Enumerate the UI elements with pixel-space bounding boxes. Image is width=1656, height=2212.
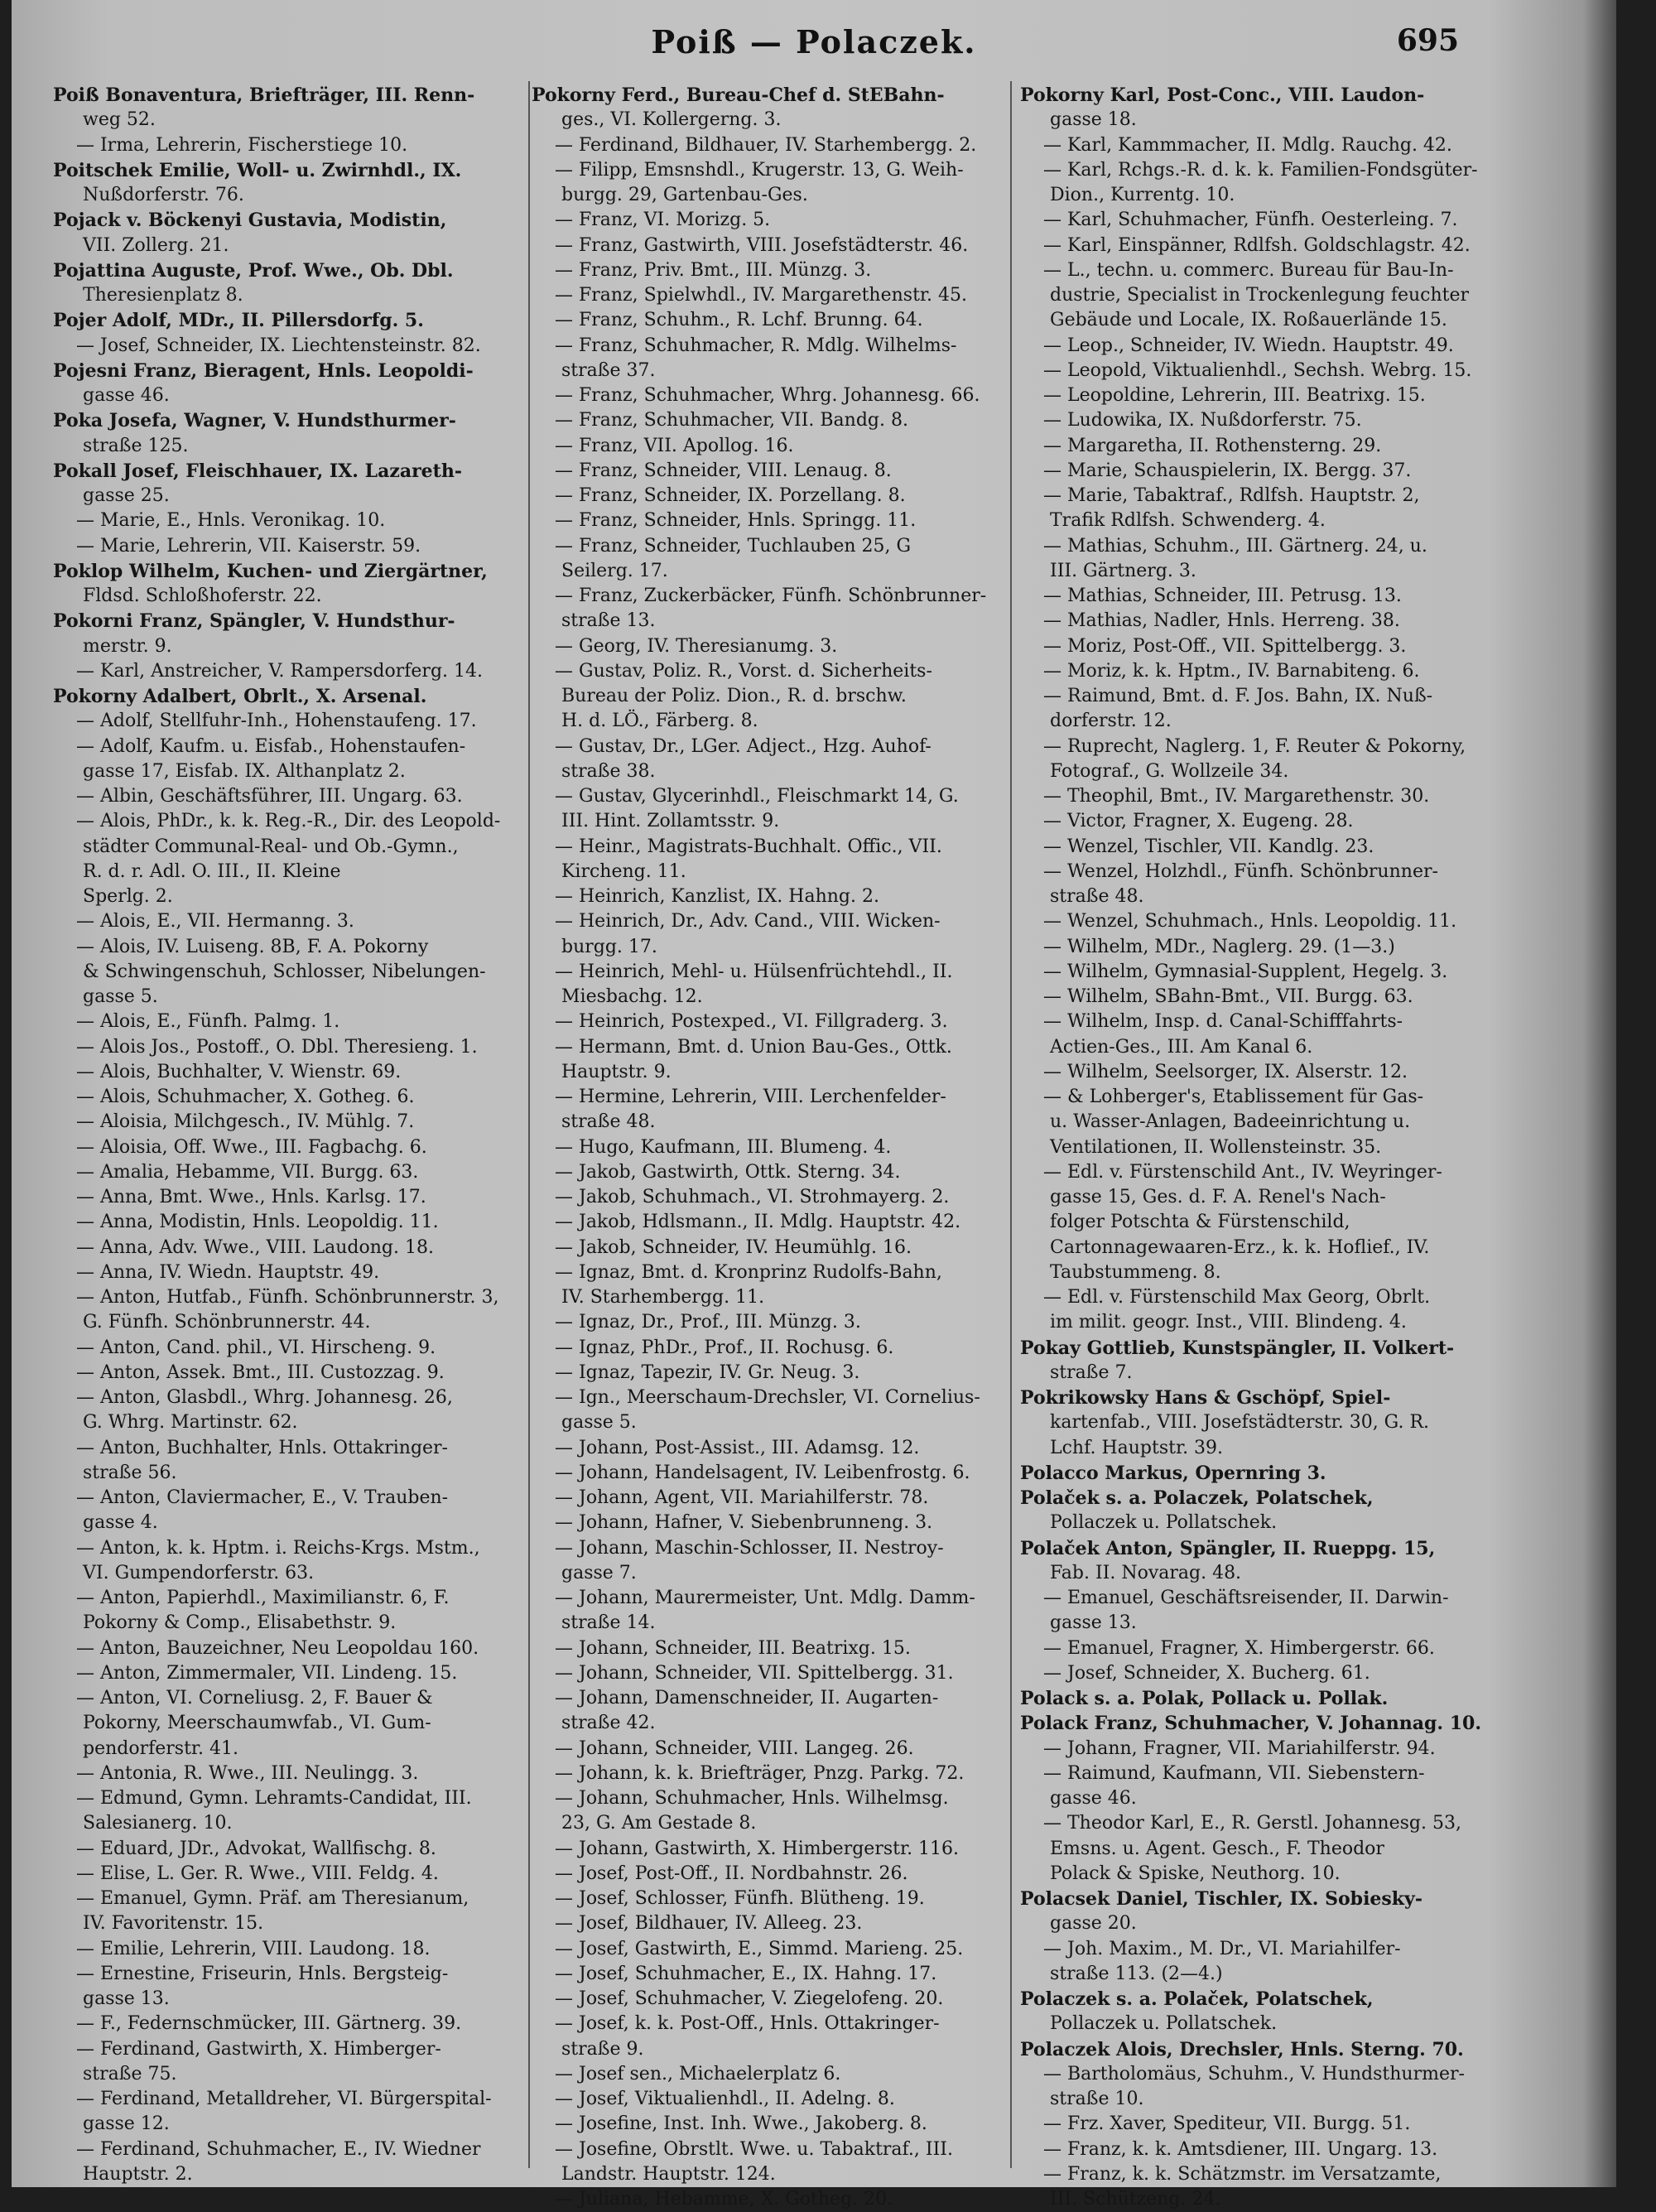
entry-heading-line: Pokorny Karl, Post-Conc., VIII. Laudon-: [1020, 84, 1425, 106]
entry-line: straße 13.: [561, 610, 656, 632]
entry-line: — Hermann, Bmt. d. Union Bau-Ges., Ottk.: [555, 1036, 952, 1058]
entry-line: — Franz, Schneider, Hnls. Springg. 11.: [555, 510, 917, 532]
entry-line: burgg. 29, Gartenbau-Ges.: [561, 185, 808, 205]
entry-line: — L., techn. u. commerc. Bureau für Bau-In-: [1043, 259, 1454, 281]
entry-line: straße 48.: [561, 1111, 656, 1133]
entry-line: — Leopold, Viktualienhdl., Sechsh. Webrg. 15.: [1043, 359, 1472, 381]
entry-line: — Alois, PhDr., k. k. Reg.-R., Dir. des Leopold-: [76, 811, 501, 832]
entry-line: — Johann, Post-Assist., III. Adamsg. 12.: [555, 1437, 920, 1458]
entry-line: — Anton, Cand. phil., VI. Hirscheng. 9.: [76, 1337, 436, 1358]
entry-line: IV. Starhembergg. 11.: [561, 1287, 765, 1308]
entry-line: — Johann, Schneider, VII. Spittelbergg. 31.: [555, 1662, 954, 1684]
entry-line: — Franz, Schneider, VIII. Lenaug. 8.: [555, 460, 892, 481]
entry-line: straße 56.: [83, 1462, 177, 1483]
entry-line: — Anton, Buchhalter, Hnls. Ottakringer-: [76, 1437, 448, 1458]
entry-line: — Johann, Agent, VII. Mariahilferstr. 78.: [555, 1487, 929, 1508]
entry-line: — Josef, Bildhauer, IV. Alleeg. 23.: [555, 1913, 863, 1935]
entry-line: VII. Zollerg. 21.: [83, 234, 229, 256]
entry-line: — Hermine, Lehrerin, VIII. Lerchenfelder-: [555, 1087, 946, 1107]
entry-line: — Wilhelm, Insp. d. Canal-Schifffahrts-: [1043, 1011, 1403, 1033]
entry-line: Polack & Spiske, Neuthorg. 10.: [1050, 1863, 1341, 1884]
entry-line: — Josef, Schneider, IX. Liechtensteinstr. 82.: [76, 335, 481, 356]
entry-heading-line: Pojack v. Böckenyi Gustavia, Modistin,: [53, 210, 447, 232]
entry-line: R. d. r. Adl. O. III., II. Kleine: [83, 860, 341, 882]
entry-line: — Irma, Lehrerin, Fischerstiege 10.: [76, 134, 408, 156]
entry-heading-line: Poiß Bonaventura, Briefträger, III. Renn-: [53, 84, 475, 106]
entry-line: — Wenzel, Schuhmach., Hnls. Leopoldig. 11.: [1043, 911, 1457, 933]
entry-line: — Margaretha, II. Rothensterng. 29.: [1043, 435, 1382, 456]
entry-line: — Frz. Xaver, Spediteur, VII. Burgg. 51.: [1043, 2113, 1411, 2135]
entry-line: — Josef, Schuhmacher, V. Ziegelofeng. 20.: [555, 1988, 944, 2009]
directory-page: [12, 0, 1616, 2210]
entry-line: — Franz, Priv. Bmt., III. Münzg. 3.: [555, 259, 872, 281]
entry-line: Pollaczek u. Pollatschek.: [1050, 2013, 1278, 2035]
entry-line: straße 7.: [1050, 1361, 1133, 1383]
entry-line: & Schwingenschuh, Schlosser, Nibelungen-: [83, 961, 486, 982]
entry-line: — Heinr., Magistrats-Buchhalt. Offic., VII.: [555, 836, 942, 857]
entry-line: gasse 13.: [83, 1988, 170, 2009]
entry-line: — Wilhelm, SBahn-Bmt., VII. Burgg. 63.: [1043, 986, 1413, 1007]
entry-heading-line: Polaczek Alois, Drechsler, Hnls. Sterng. 70.: [1020, 2038, 1464, 2060]
entry-line: — Johann, Hafner, V. Siebenbrunneng. 3.: [555, 1512, 933, 1534]
entry-line: Hauptstr. 9.: [561, 1061, 672, 1082]
entry-line: gasse 5.: [561, 1412, 637, 1434]
entry-line: — Wilhelm, Seelsorger, IX. Alserstr. 12.: [1043, 1061, 1408, 1082]
entry-line: — Johann, k. k. Briefträger, Pnzg. Parkg. 72.: [555, 1762, 965, 1784]
entry-heading-line: Poklop Wilhelm, Kuchen- und Ziergärtner,: [53, 560, 488, 582]
entry-line: — Wenzel, Tischler, VII. Kandlg. 23.: [1043, 836, 1374, 857]
entry-heading-line: Polaček s. a. Polaczek, Polatschek,: [1020, 1487, 1374, 1509]
entry-line: — Ferdinand, Bildhauer, IV. Starhembergg. 2.: [555, 134, 977, 156]
entry-line: — Ferdinand, Schuhmacher, E., IV. Wiedner: [76, 2138, 481, 2160]
entry-line: — Aloisia, Off. Wwe., III. Fagbachg. 6.: [76, 1136, 427, 1158]
entry-line: straße 10.: [1050, 2089, 1144, 2109]
entry-line: — Ruprecht, Naglerg. 1, F. Reuter & Pokorny,: [1043, 735, 1466, 757]
entry-line: straße 37.: [561, 359, 656, 381]
entry-line: — Heinrich, Dr., Adv. Cand., VIII. Wicken-: [555, 911, 941, 933]
entry-line: gasse 25.: [83, 485, 170, 506]
entry-line: burgg. 17.: [561, 936, 657, 957]
entry-line: — Johann, Fragner, VII. Mariahilferstr. 94.: [1043, 1737, 1436, 1759]
entry-line: — Anton, Assek. Bmt., III. Custozzag. 9.: [76, 1361, 445, 1383]
entry-heading-line: Polacsek Daniel, Tischler, IX. Sobiesky-: [1020, 1888, 1423, 1910]
entry-line: G. Fünfh. Schönbrunnerstr. 44.: [83, 1312, 371, 1333]
entry-line: — Gustav, Dr., LGer. Adject., Hzg. Auhof-: [555, 735, 932, 757]
entry-line: u. Wasser-Anlagen, Badeeinrichtung u.: [1050, 1111, 1411, 1133]
entry-line: — Franz, Schneider, IX. Porzellang. 8.: [555, 485, 906, 506]
entry-line: gasse 7.: [561, 1562, 637, 1583]
entry-line: — Moriz, k. k. Hptm., IV. Barnabiteng. 6.: [1043, 660, 1420, 682]
entry-line: — Franz, Gastwirth, VIII. Josefstädterstr. 46.: [555, 234, 969, 256]
entry-line: Gebäude und Locale, IX. Roßauerlände 15.: [1050, 310, 1447, 331]
entry-line: — Josef, Gastwirth, E., Simmd. Marieng. 25.: [555, 1938, 964, 1959]
entry-line: — Jakob, Schneider, IV. Heumühlg. 16.: [555, 1236, 912, 1258]
entry-line: — Marie, Schauspielerin, IX. Bergg. 37.: [1043, 460, 1412, 481]
entry-line: — Franz, Schuhmacher, VII. Bandg. 8.: [555, 410, 908, 431]
entry-line: — Gustav, Glycerinhdl., Fleischmarkt 14, G.: [555, 786, 959, 807]
entry-line: — Franz, VI. Morizg. 5.: [555, 210, 771, 231]
column-divider: [1010, 81, 1012, 2168]
entry-line: Seilerg. 17.: [561, 560, 668, 581]
entry-line: — Emanuel, Gymn. Präf. am Theresianum,: [76, 1888, 469, 1909]
entry-line: — Albin, Geschäftsführer, III. Ungarg. 63.: [76, 786, 463, 807]
entry-line: — Josefine, Inst. Inh. Wwe., Jakoberg. 8.: [555, 2113, 927, 2135]
entry-line: — Leopoldine, Lehrerin, III. Beatrixg. 15.: [1043, 385, 1426, 406]
entry-line: — Anton, Papierhdl., Maximilianstr. 6, F.: [76, 1588, 450, 1608]
entry-line: — Karl, Einspänner, Rdlfsh. Goldschlagstr. 42.: [1043, 234, 1471, 256]
entry-line: 23, G. Am Gestade 8.: [561, 1813, 757, 1834]
entry-line: — Johann, Gastwirth, X. Himbergerstr. 116.: [555, 1838, 960, 1859]
entry-line: ges., VI. Kollergerng. 3.: [561, 109, 782, 131]
entry-line: — Theodor Karl, E., R. Gerstl. Johannesg. 53,: [1043, 1813, 1461, 1834]
entry-line: — Wilhelm, Gymnasial-Supplent, Hegelg. 3.: [1043, 961, 1448, 982]
entry-line: — Johann, Schneider, III. Beatrixg. 15.: [555, 1637, 911, 1659]
entry-heading-line: Pokorny Ferd., Bureau-Chef d. StEBahn-: [532, 84, 945, 106]
entry-line: — Moriz, Post-Off., VII. Spittelbergg. 3.: [1043, 635, 1407, 657]
entry-line: — Emanuel, Fragner, X. Himbergerstr. 66.: [1043, 1637, 1435, 1659]
entry-heading-line: Polaček Anton, Spängler, II. Rueppg. 15,: [1020, 1537, 1436, 1559]
entry-heading-line: Pojer Adolf, MDr., II. Pillersdorfg. 5.: [53, 310, 424, 332]
entry-line: — Ferdinand, Gastwirth, X. Himberger-: [76, 2038, 441, 2060]
entry-line: gasse 5.: [83, 986, 158, 1007]
entry-line: — Mathias, Schneider, III. Petrusg. 13.: [1043, 586, 1402, 606]
entry-line: — Leop., Schneider, IV. Wiedn. Hauptstr. 49.: [1043, 335, 1454, 356]
entry-line: — Ignaz, Dr., Prof., III. Münzg. 3.: [555, 1312, 861, 1333]
entry-line: — Anna, IV. Wiedn. Hauptstr. 49.: [76, 1261, 380, 1283]
entry-heading-line: Polacco Markus, Opernring 3.: [1020, 1462, 1326, 1484]
entry-line: — Anton, Bauzeichner, Neu Leopoldau 160.: [76, 1637, 479, 1659]
entry-heading-line: Polack s. a. Polak, Pollack u. Pollak.: [1020, 1688, 1389, 1709]
entry-line: — Jakob, Gastwirth, Ottk. Sterng. 34.: [555, 1161, 901, 1183]
entry-line: — Anton, VI. Corneliusg. 2, F. Bauer &: [76, 1688, 433, 1708]
column-divider: [528, 81, 530, 2168]
entry-line: — Anna, Modistin, Hnls. Leopoldig. 11.: [76, 1212, 439, 1233]
entry-line: — Edl. v. Fürstenschild Max Georg, Obrlt.: [1043, 1287, 1431, 1308]
entry-line: — Mathias, Nadler, Hnls. Herreng. 38.: [1043, 610, 1400, 632]
entry-line: — Franz, Zuckerbäcker, Fünfh. Schönbrunner-: [555, 586, 987, 606]
entry-line: gasse 46.: [83, 385, 170, 406]
entry-line: — Anna, Adv. Wwe., VIII. Laudong. 18.: [76, 1236, 434, 1258]
entry-line: Miesbachg. 12.: [561, 986, 703, 1007]
entry-line: — Theophil, Bmt., IV. Margarethenstr. 30.: [1043, 786, 1430, 807]
entry-line: Taubstummeng. 8.: [1050, 1261, 1221, 1283]
entry-line: — Karl, Anstreicher, V. Rampersdorferg. 14.: [76, 660, 484, 682]
entry-line: gasse 13.: [1050, 1612, 1137, 1634]
entry-line: — Franz, Schneider, Tuchlauben 25, G: [555, 535, 912, 557]
entry-heading-line: Pojesni Franz, Bieragent, Hnls. Leopoldi-: [53, 359, 474, 382]
entry-heading-line: Pokay Gottlieb, Kunstspängler, II. Volkert-: [1020, 1337, 1455, 1359]
entry-heading-line: Pokorni Franz, Spängler, V. Hundsthur-: [53, 610, 455, 633]
entry-line: straße 113. (2—4.): [1050, 1963, 1223, 1984]
entry-line: dorferstr. 12.: [1050, 711, 1172, 732]
entry-line: — Wilhelm, MDr., Naglerg. 29. (1—3.): [1043, 936, 1395, 957]
entry-line: — & Lohberger's, Etablissement für Gas-: [1043, 1087, 1424, 1107]
entry-line: — Mathias, Schuhm., III. Gärtnerg. 24, u.: [1043, 535, 1427, 557]
entry-heading-line: Pojattina Auguste, Prof. Wwe., Ob. Dbl.: [53, 259, 454, 282]
entry-line: — Elise, L. Ger. R. Wwe., VIII. Feldg. 4.: [76, 1863, 439, 1884]
entry-line: straße 75.: [83, 2063, 177, 2084]
entry-line: — Raimund, Bmt. d. F. Jos. Bahn, IX. Nuß-: [1043, 686, 1433, 706]
entry-line: — Franz, k. k. Amtsdiener, III. Ungarg. 13.: [1043, 2138, 1438, 2160]
entry-line: — Ignaz, Tapezir, IV. Gr. Neug. 3.: [555, 1361, 860, 1383]
entry-line: — Heinrich, Postexped., VI. Fillgraderg. 3.: [555, 1011, 948, 1033]
entry-line: — Joh. Maxim., M. Dr., VI. Mariahilfer-: [1043, 1938, 1401, 1959]
entry-line: — Adolf, Kaufm. u. Eisfab., Hohenstaufen-: [76, 735, 466, 757]
entry-line: — Edl. v. Fürstenschild Ant., IV. Weyringer-: [1043, 1161, 1442, 1183]
entry-line: Pokorny, Meerschaumwfab., VI. Gum-: [83, 1713, 431, 1734]
entry-line: straße 14.: [561, 1612, 656, 1634]
entry-line: — Karl, Rchgs.-R. d. k. k. Familien-Fondsgüter-: [1043, 159, 1478, 181]
entry-line: H. d. LÖ., Färberg. 8.: [561, 711, 758, 732]
entry-line: — Filipp, Emsnshdl., Krugerstr. 13, G. Weih-: [555, 159, 964, 181]
entry-line: — Franz, Schuhm., R. Lchf. Brunng. 64.: [555, 310, 923, 331]
entry-line: III. Hint. Zollamtsstr. 9.: [561, 811, 780, 832]
entry-line: — Alois, Buchhalter, V. Wienstr. 69.: [76, 1061, 402, 1082]
entry-line: straße 125.: [83, 435, 189, 456]
entry-line: G. Whrg. Martinstr. 62.: [83, 1412, 298, 1434]
entry-line: städter Communal-Real- und Ob.-Gymn.,: [83, 836, 459, 857]
entry-line: — Alois Jos., Postoff., O. Dbl. Theresieng. 1.: [76, 1036, 478, 1058]
entry-line: IV. Favoritenstr. 15.: [83, 1913, 264, 1935]
entry-line: Ventilationen, II. Wollensteinstr. 35.: [1050, 1136, 1382, 1158]
entry-line: — Ignaz, PhDr., Prof., II. Rochusg. 6.: [555, 1337, 894, 1358]
entry-heading-line: Poitschek Emilie, Woll- u. Zwirnhdl., IX.: [53, 159, 462, 181]
entry-line: — Emanuel, Geschäftsreisender, II. Darwin-: [1043, 1588, 1449, 1608]
entry-line: — Johann, Schneider, VIII. Langeg. 26.: [555, 1737, 914, 1759]
entry-line: — Johann, Handelsagent, IV. Leibenfrostg. 6.: [555, 1462, 970, 1483]
entry-line: — Josefine, Obrstlt. Wwe. u. Tabaktraf., III.: [555, 2138, 953, 2160]
entry-line: — Johann, Maschin-Schlosser, II. Nestroy-: [555, 1537, 944, 1559]
entry-line: folger Potschta & Fürstenschild,: [1050, 1212, 1350, 1233]
entry-line: — Anna, Bmt. Wwe., Hnls. Karlsg. 17.: [76, 1187, 426, 1207]
entry-line: — Heinrich, Mehl- u. Hülsenfrüchtehdl., II.: [555, 961, 953, 982]
entry-line: — Alois, E., VII. Hermanng. 3.: [76, 911, 354, 933]
entry-line: Lchf. Hauptstr. 39.: [1050, 1437, 1224, 1458]
entry-heading-line: Poka Josefa, Wagner, V. Hundsthurmer-: [53, 410, 456, 432]
entry-line: straße 42.: [561, 1713, 656, 1734]
entry-line: gasse 12.: [83, 2113, 170, 2135]
entry-line: — Franz, Schuhmacher, Whrg. Johannesg. 66.: [555, 385, 980, 406]
entry-line: — Josef, Schlosser, Fünfh. Blütheng. 19.: [555, 1888, 925, 1909]
entry-line: — Eduard, JDr., Advokat, Wallfischg. 8.: [76, 1838, 436, 1859]
entry-line: Sperlg. 2.: [83, 886, 173, 907]
column-1: [53, 83, 528, 2187]
entry-line: Dion., Kurrentg. 10.: [1050, 185, 1235, 205]
page-number: 695: [1396, 23, 1459, 58]
entry-line: — Alois, E., Fünfh. Palmg. 1.: [76, 1011, 340, 1033]
entry-line: Emsns. u. Agent. Gesch., F. Theodor: [1050, 1838, 1384, 1859]
entry-line: — Karl, Schuhmacher, Fünfh. Oesterleing. 7.: [1043, 210, 1458, 231]
entry-line: Fab. II. Novarag. 48.: [1050, 1562, 1242, 1583]
entry-line: weg 52.: [83, 109, 156, 131]
entry-heading-line: Pokrikowsky Hans & Gschöpf, Spiel-: [1020, 1387, 1391, 1409]
entry-line: pendorferstr. 41.: [83, 1737, 238, 1759]
entry-line: — Ludowika, IX. Nußdorferstr. 75.: [1043, 410, 1362, 431]
entry-line: merstr. 9.: [83, 635, 172, 657]
entry-line: — Franz, k. k. Schätzmstr. im Versatzamte,: [1043, 2163, 1442, 2185]
entry-line: — Aloisia, Milchgesch., IV. Mühlg. 7.: [76, 1111, 415, 1133]
entry-line: gasse 18.: [1050, 109, 1137, 131]
entry-line: gasse 17, Eisfab. IX. Althanplatz 2.: [83, 760, 406, 782]
entry-line: — Ernestine, Friseurin, Hnls. Bergsteig-: [76, 1963, 449, 1984]
entry-heading-line: Pokorny Adalbert, Obrlt., X. Arsenal.: [53, 686, 427, 707]
entry-line: Pokorny & Comp., Elisabethstr. 9.: [83, 1612, 397, 1634]
entry-line: Pollaczek u. Pollatschek.: [1050, 1512, 1278, 1534]
entry-line: straße 48.: [1050, 886, 1144, 907]
entry-line: III. Gärtnerg. 3.: [1050, 560, 1196, 581]
entry-line: gasse 20.: [1050, 1913, 1137, 1935]
entry-line: — Josef, Viktualienhdl., II. Adelng. 8.: [555, 2089, 895, 2109]
entry-line: — Victor, Fragner, X. Eugeng. 28.: [1043, 811, 1354, 832]
entry-line: — Franz, VII. Apollog. 16.: [555, 435, 794, 456]
entry-line: — Adolf, Stellfuhr-Inh., Hohenstaufeng. 17.: [76, 711, 477, 732]
entry-line: — Anton, Glasbdl., Whrg. Johannesg. 26,: [76, 1387, 453, 1408]
entry-line: — Georg, IV. Theresianumg. 3.: [555, 635, 838, 657]
entry-line: — Josef, Schneider, X. Bucherg. 61.: [1043, 1662, 1370, 1684]
entry-line: — Jakob, Hdlsmann., II. Mdlg. Hauptstr. 42.: [555, 1212, 961, 1233]
entry-line: VI. Gumpendorferstr. 63.: [83, 1562, 315, 1583]
entry-line: — Anton, Zimmermaler, VII. Lindeng. 15.: [76, 1662, 458, 1684]
entry-heading-line: Polack Franz, Schuhmacher, V. Johannag. 10.: [1020, 1713, 1482, 1735]
entry-line: — Marie, E., Hnls. Veronikag. 10.: [76, 510, 386, 532]
entry-line: — Juliana, Hebamme, X. Gotheg. 20.: [555, 2189, 893, 2210]
entry-line: Fldsd. Schloßhoferstr. 22.: [83, 586, 322, 606]
entry-line: — Hugo, Kaufmann, III. Blumeng. 4.: [555, 1136, 892, 1158]
entry-line: — Antonia, R. Wwe., III. Neulingg. 3.: [76, 1762, 419, 1784]
entry-line: — Anton, Hutfab., Fünfh. Schönbrunnerstr. 3,: [76, 1287, 499, 1308]
entry-line: Fotograf., G. Wollzeile 34.: [1050, 760, 1289, 782]
entry-line: Trafik Rdlfsh. Schwenderg. 4.: [1050, 510, 1326, 532]
entry-heading-line: Polaczek s. a. Polaček, Polatschek,: [1020, 1988, 1374, 2010]
entry-line: — Anton, k. k. Hptm. i. Reichs-Krgs. Mstm.,: [76, 1537, 480, 1559]
entry-line: — Josef, Schuhmacher, E., IX. Hahng. 17.: [555, 1963, 937, 1984]
entry-line: straße 9.: [561, 2038, 644, 2060]
entry-line: — Wenzel, Holzhdl., Fünfh. Schönbrunner-: [1043, 860, 1438, 882]
entry-line: — F., Federnschmücker, III. Gärtnerg. 39.: [76, 2013, 462, 2035]
entry-line: — Raimund, Kaufmann, VII. Siebenstern-: [1043, 1762, 1425, 1784]
entry-line: III. Schützeng. 24.: [1050, 2189, 1221, 2210]
entry-line: — Alois, Schuhmacher, X. Gotheg. 6.: [76, 1087, 415, 1107]
entry-line: — Amalia, Hebamme, VII. Burgg. 63.: [76, 1161, 419, 1183]
entry-line: Theresienplatz 8.: [83, 285, 243, 306]
entry-line: — Emilie, Lehrerin, VIII. Laudong. 18.: [76, 1938, 431, 1959]
entry-line: — Marie, Tabaktraf., Rdlfsh. Hauptstr. 2,: [1043, 485, 1420, 506]
entry-line: Cartonnagewaaren-Erz., k. k. Hoflief., IV.: [1050, 1236, 1430, 1258]
entry-line: — Gustav, Poliz. R., Vorst. d. Sicherheits-: [555, 660, 932, 682]
column-2: [532, 83, 1000, 2212]
entry-line: im milit. geogr. Inst., VIII. Blindeng. 4.: [1050, 1312, 1407, 1333]
entry-line: — Johann, Maurermeister, Unt. Mdlg. Damm-: [555, 1588, 975, 1608]
entry-heading-line: Pokall Josef, Fleischhauer, IX. Lazareth-: [53, 460, 462, 482]
entry-line: kartenfab., VIII. Josefstädterstr. 30, G. R.: [1050, 1412, 1430, 1434]
entry-line: Landstr. Hauptstr. 124.: [561, 2163, 776, 2185]
entry-line: Nußdorferstr. 76.: [83, 185, 244, 205]
entry-line: — Franz, Schuhmacher, R. Mdlg. Wilhelms-: [555, 335, 957, 356]
entry-line: — Karl, Kammmacher, II. Mdlg. Rauchg. 42.: [1043, 134, 1452, 156]
entry-line: gasse 4.: [83, 1512, 158, 1534]
entry-line: — Josef, Post-Off., II. Nordbahnstr. 26.: [555, 1863, 908, 1884]
entry-line: — Josef sen., Michaelerplatz 6.: [555, 2063, 841, 2084]
entry-line: Kircheng. 11.: [561, 860, 686, 882]
entry-line: gasse 46.: [1050, 1788, 1137, 1809]
entry-line: Bureau der Poliz. Dion., R. d. brschw.: [561, 686, 907, 706]
entry-line: — Edmund, Gymn. Lehramts-Candidat, III.: [76, 1788, 472, 1809]
entry-line: — Jakob, Schuhmach., VI. Strohmayerg. 2.: [555, 1187, 950, 1207]
entry-line: Actien-Ges., III. Am Kanal 6.: [1050, 1036, 1313, 1058]
entry-line: gasse 15, Ges. d. F. A. Renel's Nach-: [1050, 1187, 1386, 1207]
entry-line: — Anton, Claviermacher, E., V. Trauben-: [76, 1487, 449, 1508]
entry-line: straße 38.: [561, 760, 656, 782]
entry-line: — Johann, Schuhmacher, Hnls. Wilhelmsg.: [555, 1788, 949, 1809]
entry-line: — Franz, Spielwhdl., IV. Margarethenstr. 45.: [555, 285, 967, 306]
page-header-title: Poiß — Polaczek.: [651, 23, 977, 60]
entry-line: — Johann, Damenschneider, II. Augarten-: [555, 1688, 939, 1708]
entry-line: — Bartholomäus, Schuhm., V. Hundsthurmer-: [1043, 2063, 1465, 2084]
entry-line: — Ign., Meerschaum-Drechsler, VI. Cornelius-: [555, 1387, 980, 1408]
entry-line: Hauptstr. 2.: [83, 2163, 193, 2185]
entry-line: — Alois, IV. Luiseng. 8B, F. A. Pokorny: [76, 936, 429, 957]
column-3: [1020, 83, 1490, 2212]
entry-line: — Josef, k. k. Post-Off., Hnls. Ottakringer-: [555, 2013, 940, 2035]
entry-line: — Marie, Lehrerin, VII. Kaiserstr. 59.: [76, 535, 421, 557]
entry-line: — Heinrich, Kanzlist, IX. Hahng. 2.: [555, 886, 879, 907]
entry-line: dustrie, Specialist in Trockenlegung feuchter: [1050, 285, 1470, 306]
entry-line: — Ignaz, Bmt. d. Kronprinz Rudolfs-Bahn,: [555, 1261, 942, 1283]
entry-line: — Ferdinand, Metalldreher, VI. Bürgerspital-: [76, 2089, 492, 2109]
entry-line: Salesianerg. 10.: [83, 1813, 233, 1834]
